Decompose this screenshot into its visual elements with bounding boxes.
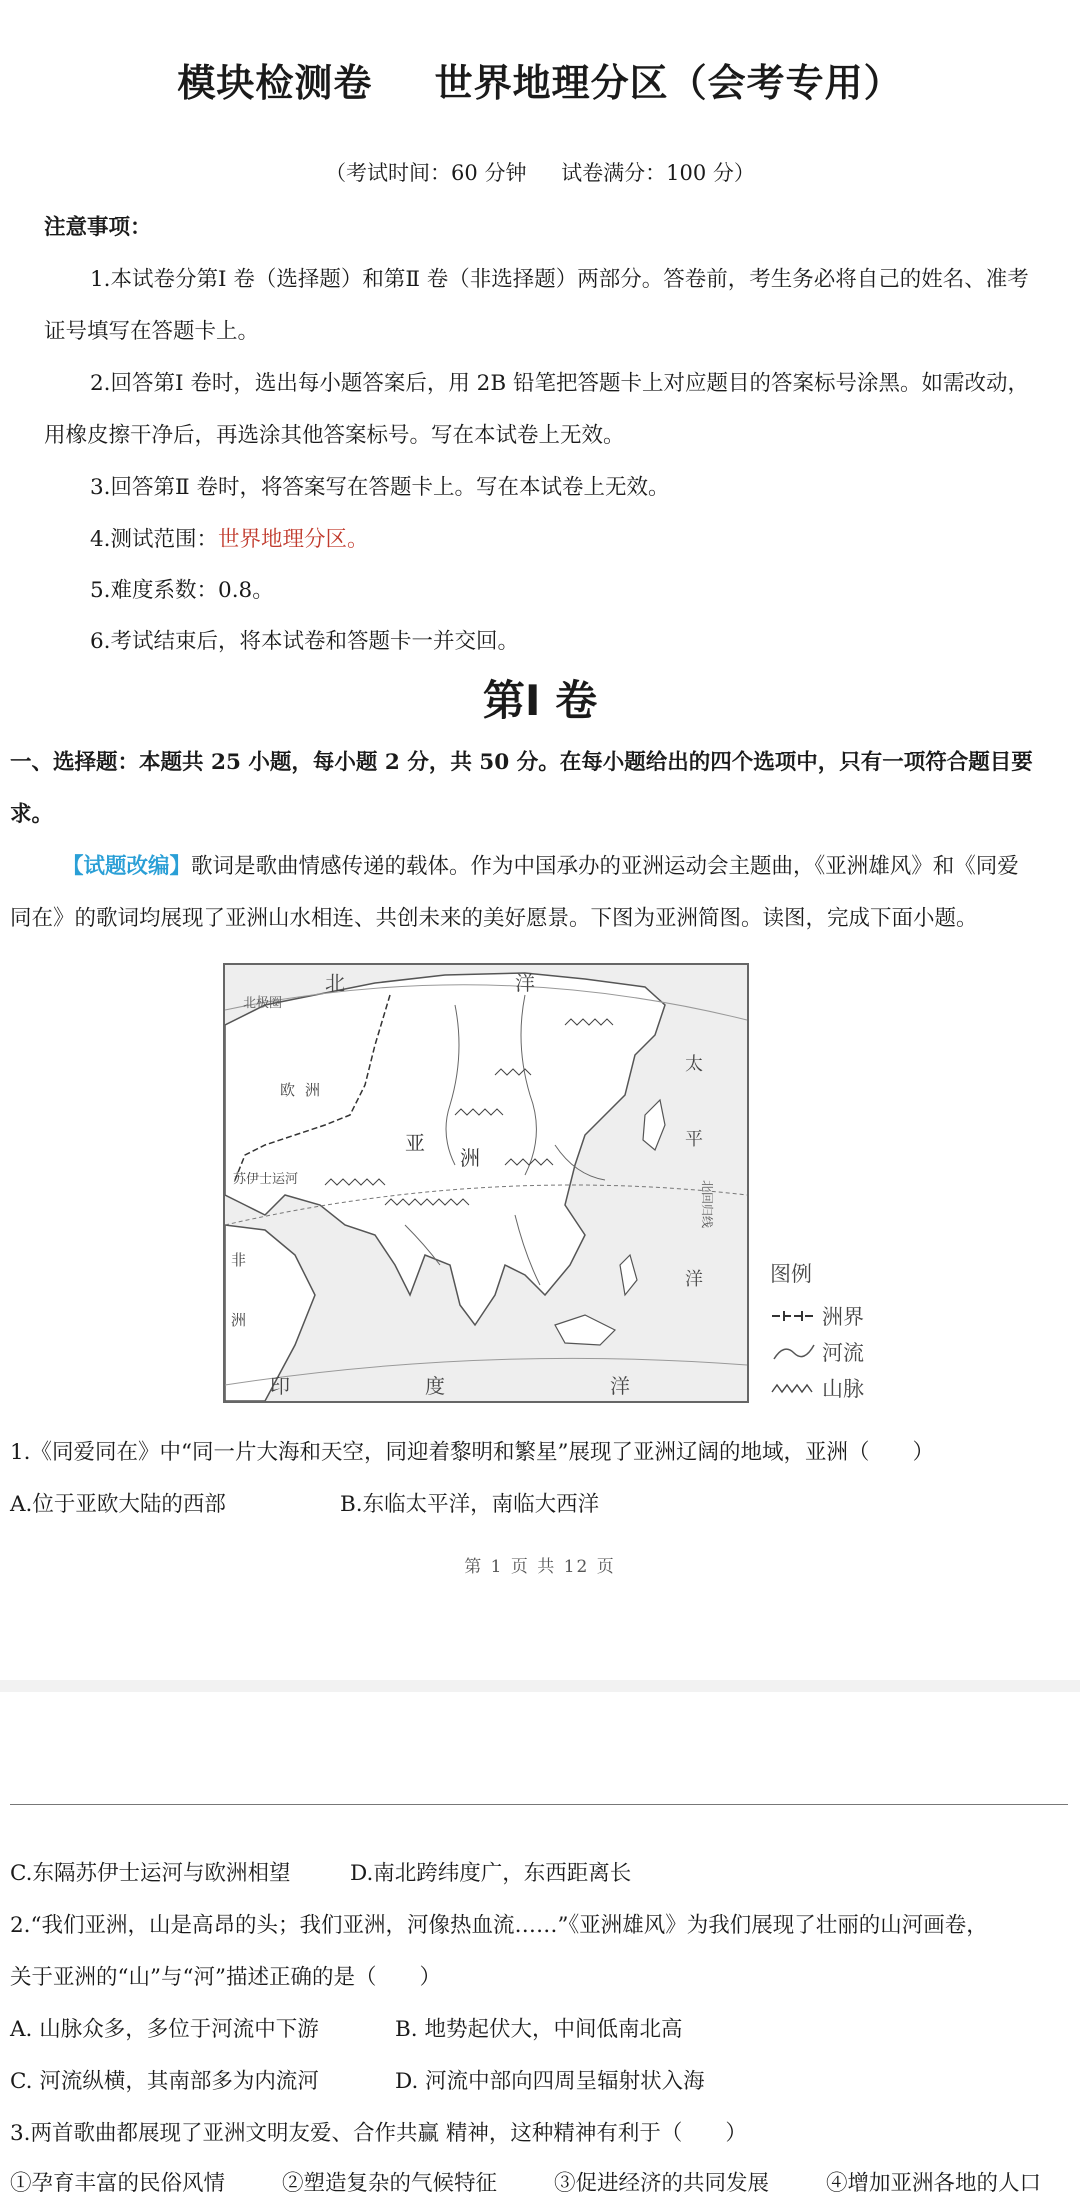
mountain-icon [770,1381,818,1395]
q2-option-c: C. 河流纵横，其南部多为内流河 [10,2069,319,2094]
river-icon [770,1341,818,1363]
label-pacific-3: 洋 [685,1269,703,1290]
intro-text-a: 歌词是歌曲情感传递的载体。作为中国承办的亚洲运动会主题曲，《亚洲雄风》和《同爱 [191,854,1019,879]
page-2 [0,1692,1080,2196]
note-4-scope: 世界地理分区。 [218,527,369,552]
q2-stem-a: 2.“我们亚洲，山是高昂的头；我们亚洲，河像热血流……”《亚洲雄风》为我们展现了壮丽的山河画卷， [10,1913,988,1938]
note-6: 6.考试结束后，将本试卷和答题卡一并交回。 [90,629,520,654]
legend-item-mountain [770,1370,864,1406]
q2-stem-b: 关于亚洲的“山”与“河”描述正确的是（ ） [10,1965,441,1990]
note-2a: 2.回答第Ⅰ 卷时，选出每小题答案后，用 2B 铅笔把答题卡上对应题目的答案标号涂黑。如需改动， [90,371,1029,396]
exam-time: （考试时间：60 分钟 [325,161,527,185]
paper-title [0,52,1080,107]
label-indian-1: 印 [270,1374,290,1398]
q1-option-a: A.位于亚欧大陆的西部 [10,1492,226,1517]
label-tropic: 北回归线 [700,1180,714,1229]
intro-line-a [62,849,1019,880]
q3-stem: 3.两首歌曲都展现了亚洲文明友爱、合作共赢 精神，这种精神有利于（ ） [10,2121,747,2146]
label-pacific-1: 太 [685,1054,703,1075]
note-3: 3.回答第Ⅱ 卷时，将答案写在答题卡上。写在本试卷上无效。 [90,475,670,500]
q3-option-1: ①孕育丰富的民俗风情 [10,2171,226,2196]
label-suez: 苏伊士运河 [233,1172,299,1187]
q2-option-a: A. 山脉众多，多位于河流中下游 [10,2017,319,2042]
q3-option-2: ②塑造复杂的气候特征 [282,2171,498,2196]
q2-option-d: D. 河流中部向四周呈辐射状入海 [395,2069,705,2094]
label-indian-2: 度 [425,1374,445,1398]
title-left: 模块检测卷 [177,61,373,105]
label-north: 北 [325,971,345,995]
label-asia-2: 洲 [460,1146,480,1170]
title-right: 世界地理分区（会考专用） [434,61,903,105]
notes-heading: 注意事项： [44,215,152,240]
exam-info [0,157,1080,187]
volume-title: 第Ⅰ 卷 [482,676,598,725]
asia-map [223,963,749,1403]
section-heading-a: 一、选择题：本题共 25 小题，每小题 2 分，共 50 分。在每小题给出的四个选项中，只有一项符合题目要 [10,750,1033,775]
intro-tag: 【试题改编】 [62,854,192,879]
boundary-icon [770,1309,818,1323]
note-4 [90,522,369,553]
label-indian-3: 洋 [610,1374,630,1398]
legend-river-label: 河流 [822,1341,864,1365]
note-2b: 用橡皮擦干净后，再选涂其他答案标号。写在本试卷上无效。 [44,423,625,448]
label-pacific-2: 平 [685,1129,703,1150]
section-heading-b: 求。 [10,802,54,827]
q1-option-d: D.南北跨纬度广，东西距离长 [350,1861,632,1886]
q3-option-4: ④增加亚洲各地的人口 [826,2171,1042,2196]
legend-boundary-label: 洲界 [822,1305,864,1329]
legend-item-river [770,1334,864,1370]
asia-map-svg [225,965,747,1401]
q1-option-b: B.东临太平洋，南临大西洋 [340,1492,600,1517]
label-europe: 欧 [280,1081,296,1099]
note-1b: 证号填写在答题卡上。 [44,319,260,344]
legend-mountain-label: 山脉 [822,1377,864,1401]
header-rule [10,1804,1068,1805]
page-gap [0,1680,1080,1692]
map-legend [770,1258,864,1406]
label-ocean: 洋 [515,971,535,995]
note-1a: 1.本试卷分第Ⅰ 卷（选择题）和第Ⅱ 卷（非选择题）两部分。答卷前，考生务必将自己的姓名、准考 [90,267,1029,292]
legend-title: 图例 [770,1262,812,1286]
legend-item-boundary [770,1298,864,1334]
page-footer: 第 1 页 共 12 页 [464,1557,616,1577]
intro-line-b: 同在》的歌词均展现了亚洲山水相连、共创未来的美好愿景。下图为亚洲简图。读图，完成下面小题。 [10,906,978,931]
q1-stem: 1.《同爱同在》中“同一片大海和天空，同迎着黎明和繁星”展现了亚洲辽阔的地域，亚洲（ ） [10,1440,935,1465]
q2-option-b: B. 地势起伏大，中间低南北高 [395,2017,683,2042]
label-africa-2: 洲 [231,1311,247,1329]
label-asia: 亚 [405,1131,425,1155]
note-5: 5.难度系数：0.8。 [90,578,274,603]
full-score: 试卷满分：100 分） [561,161,755,185]
q3-option-3: ③促进经济的共同发展 [554,2171,770,2196]
label-europe-2: 洲 [305,1081,321,1099]
note-4-label: 4.测试范围： [90,527,219,552]
q1-option-c: C.东隔苏伊士运河与欧洲相望 [10,1861,291,1886]
label-africa: 非 [231,1251,247,1269]
label-arctic-circle: 北极圈 [243,996,283,1011]
